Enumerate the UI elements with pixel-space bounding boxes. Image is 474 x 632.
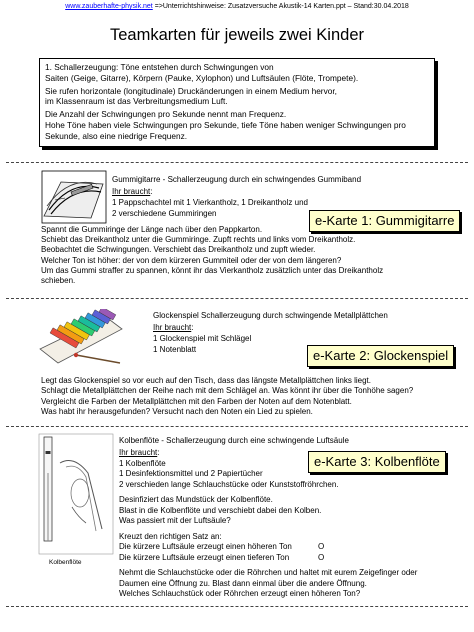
separator — [6, 606, 468, 607]
ekarte-badge-3[interactable]: e-Karte 3: Kolbenflöte — [308, 451, 446, 473]
intro-line: Sie rufen horizontale (longitudinale) Druckänderungen in einem Medium hervor, — [45, 85, 337, 96]
instruction-line: Welcher Ton ist höher: der von dem kürzeren Gummiteil oder der von dem längeren? — [41, 256, 342, 265]
ekarte-badge-1[interactable]: e-Karte 1: Gummigitarre — [309, 210, 460, 232]
needs-item: 1 Kolbenflöte — [119, 459, 166, 468]
needs-label — [112, 187, 152, 198]
instruction-line: Spannt die Gummiringe der Länge nach über den Pappkarton. — [41, 225, 263, 234]
needs-colon: : — [150, 187, 153, 196]
intro-line: Sekunde, also eine niedrige Frequenz. — [45, 130, 188, 141]
answer-option-higher: Die kürzere Luftsäule erzeugt einen höheren Ton — [119, 542, 292, 551]
rubber-guitar-illustration — [41, 170, 107, 224]
intro-line: im Klassenraum ist das Verbreitungsmedium Luft. — [45, 96, 228, 107]
intro-line: Saiten (Geige, Gitarre), Körpern (Pauke, Xylophon) und Luftsäulen (Flöte, Trompete). — [45, 72, 359, 83]
page-header — [0, 3, 474, 10]
instruction-line: Vergleicht die Farben der Metallplättchen mit den Farben der Noten auf dem Notenblatt. — [41, 397, 352, 406]
intro-paragraph-3 — [45, 109, 429, 141]
instruction-line: Blast in die Kolbenflöte und verschiebt dabei den Kolben. — [119, 506, 322, 515]
needs-label — [153, 323, 193, 334]
needs-item: 2 verschieden lange Schlauchstücke oder Kunststoffröhrchen. — [119, 480, 339, 489]
needs-item: 1 Glockenspiel mit Schlägel — [153, 334, 252, 343]
instruction-line: Schiebt das Dreikantholz unter die Gummiringe. Zupft rechts und links vom Dreikantholz. — [41, 235, 356, 244]
header-link[interactable]: www.zauberhafte-physik.net — [65, 3, 153, 10]
intro-line: Hohe Töne haben viele Schwingungen pro Sekunde, tiefe Töne haben weniger Schwingungen pro — [45, 119, 406, 130]
intro-line: Die Anzahl der Schwingungen pro Sekunde nennt man Frequenz. — [45, 109, 287, 120]
separator — [6, 298, 468, 299]
section-heading: Kolbenflöte - Schallerzeugung durch eine schwingende Luftsäule — [119, 436, 349, 445]
instruction-line: Was passiert mit der Luftsäule? — [119, 516, 231, 525]
page-title: Teamkarten für jeweils zwei Kinder — [109, 26, 365, 44]
instruction-line: Legt das Glockenspiel so vor euch auf den Tisch, dass das längste Metallplättchen links liegt. — [41, 376, 371, 385]
needs-colon: : — [191, 323, 194, 332]
intro-box — [39, 58, 435, 147]
instruction-line: schieben. — [41, 276, 76, 285]
header-text: =>Unterrichtshinweise: Zusatzversuche Akustik-14 Karten.ppt – Stand:30.04.2018 — [152, 3, 409, 10]
intro-paragraph-2 — [45, 86, 429, 108]
separator — [6, 162, 468, 163]
instruction-line: Schlagt die Metallplättchen der Reihe nach mit dem Schlägel an. Was könnt ihr über die Tonhöhe sagen? — [41, 386, 414, 395]
intro-line: 1. Schallerzeugung: Töne entstehen durch Schwingungen von — [45, 62, 274, 72]
instruction-line: Desinfiziert das Mundstück der Kolbenflöte. — [119, 495, 273, 504]
answer-checkbox-higher[interactable]: O — [318, 542, 325, 551]
intro-paragraph-1 — [45, 62, 429, 84]
slide-whistle-illustration — [38, 433, 114, 555]
needs-item: 1 Pappschachtel mit 1 Vierkantholz, 1 Dreikantholz und — [112, 198, 308, 207]
section-kolbenfloete — [0, 431, 474, 611]
section-gummigitarre — [0, 168, 474, 296]
instruction-line: Daumen eine Öffnung zu. Blast dann einmal über die andere Öffnung. — [119, 579, 367, 588]
answer-checkbox-lower[interactable]: O — [318, 553, 325, 562]
needs-text: Ihr braucht — [112, 187, 151, 196]
needs-item: 2 verschiedene Gummiringen — [112, 209, 217, 218]
needs-item: 1 Notenblatt — [153, 345, 197, 354]
instruction-line: Beobachtet die Schwingungen. Verschiebt das Dreikantholz und zupft wieder. — [41, 245, 316, 254]
section-heading: Glockenspiel Schallerzeugung durch schwingende Metallplättchen — [153, 311, 388, 320]
section-glockenspiel — [0, 304, 474, 422]
instruction-line: Welches Schlauchstück oder Röhrchen erzeugt einen höheren Ton? — [119, 589, 361, 598]
answer-option-lower: Die kürzere Luftsäule erzeugt einen tieferen Ton — [119, 553, 290, 562]
needs-label — [119, 448, 159, 459]
illustration-caption: Kolbenflöte — [49, 559, 82, 566]
needs-text: Ihr braucht — [119, 448, 158, 457]
section-heading: Gummigitarre - Schallerzeugung durch ein schwingendes Gummiband — [112, 175, 362, 184]
needs-text: Ihr braucht — [153, 323, 192, 332]
instruction-line: Was habt ihr herausgefunden? Versucht nach den Noten ein Lied zu spielen. — [41, 407, 313, 416]
ekarte-badge-2[interactable]: e-Karte 2: Glockenspiel — [307, 345, 454, 367]
needs-colon: : — [157, 448, 160, 457]
question-prompt: Kreuzt den richtigen Satz an: — [119, 532, 222, 541]
instruction-line: Um das Gummi straffer zu spannen, könnt ihr das Vierkantholz zusätzlich unter das Dreikantholz — [41, 266, 384, 275]
glockenspiel-illustration — [36, 309, 126, 369]
needs-item: 1 Desinfektionsmittel und 2 Papiertücher — [119, 469, 263, 478]
instruction-line: Nehmt die Schlauchstücke oder die Röhrchen und haltet mit eurem Zeigefinger oder — [119, 568, 418, 577]
separator — [6, 426, 468, 427]
